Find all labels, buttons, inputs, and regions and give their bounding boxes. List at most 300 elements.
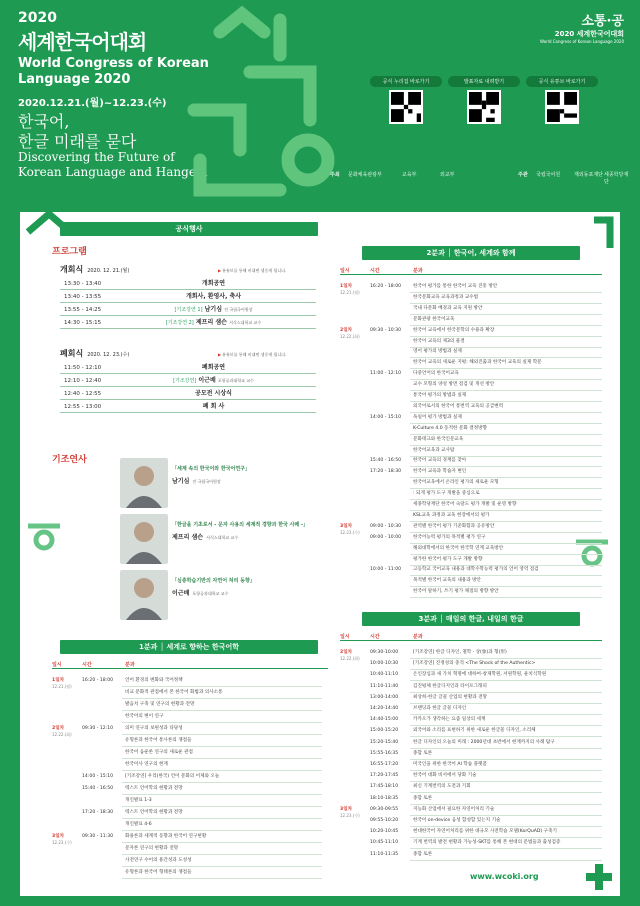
slogan-korean-line2: 한글 미래를 묻다 [18,132,137,151]
session-title: 한국문화교육 교육과정과 교수법 [410,293,602,304]
session-title: 통국어 평가의 방법과 실제 [410,391,602,402]
session-row [340,838,602,849]
session-row [340,337,602,348]
session-row [52,736,322,748]
session-row [340,446,602,457]
closing-title-text: 폐회식 [60,349,84,358]
session-date: 12.21.(월) [52,684,72,689]
session-time: 09:30-09:55 [370,806,399,812]
session-title: 한국어 대화 비서에서 당화 기술 [410,771,602,782]
col-time: 시간 [370,634,380,640]
schedule-title: 폐 회 사 [202,403,225,410]
session-row [340,456,602,467]
schedule-time: 13:40 - 13:55 [64,294,102,300]
session-time: 14:00 - 15:10 [82,774,114,779]
session-title: KSL교육 과정과 교육 현장에서의 평가 [410,511,602,522]
slogan-korean-line1: 한국어, [18,112,70,131]
session-row [52,832,322,844]
session-row [340,304,602,315]
schedule-description [115,291,312,303]
session-title: 한국어 교육의 제3의 물결 [410,337,602,348]
speaker-affiliation: 서식스대학교 교수 [229,320,262,325]
col-date: 일시 [340,634,350,640]
speaker-affiliation: 포항공과대학교 교수 [217,378,254,383]
qr-homepage-label: 공식 누리집 바로가기 [370,76,442,87]
col-time: 시간 [370,268,380,274]
hangul-logo-graphic [180,0,350,198]
opening-stream-note: ▶ 유튜브를 통해 비대면 생중계 됩니다. [218,268,286,274]
schedule-title: 개회공연 [201,280,226,287]
session-title: 화용론과 세계적 동향과 한국어 연구현황 [122,832,322,843]
session-title: [기조강연] 진정성의 충격 <The Shock of the Authentic> [410,659,602,670]
schedule-row [60,291,316,303]
qr-code-icon [467,90,501,124]
closing-title [60,348,129,359]
official-events-band: 공식행사 [60,222,318,236]
speaker-name-text: 이근배 [172,590,190,597]
session-time: 10:00-10:30 [370,661,399,667]
plus-decoration [584,862,614,892]
session-time: 11:00 - 12:10 [370,371,402,377]
session-row [340,555,602,566]
session-time: 09:30 - 12:10 [82,726,114,731]
schedule-title: 개회사, 환영사, 축사 [185,293,242,300]
speaker-affiliation: 전 국립국어원장 [224,307,253,312]
session-title: 텍스트 언어학의 현황과 전망 [122,784,322,795]
session-row [340,704,602,715]
host-ministry-education: 교육부 [402,172,417,178]
session-row [340,315,602,326]
schedule-time: 12:10 - 12:40 [64,378,102,384]
session-row [340,726,602,737]
event-year: 2020 [18,10,57,26]
opening-title-text: 개회식 [60,265,84,274]
session-row [340,424,602,435]
session-time: 10:00 - 11:00 [370,567,402,573]
col-session: 분과 [125,662,135,668]
speaker-info [172,522,308,562]
session-row [340,816,602,827]
speaker-affiliation: 전 국립국어원장 [192,479,221,484]
qr-download[interactable] [448,76,520,124]
host-ministry-foreign: 외교부 [440,172,455,178]
keynote-speaker-card [120,570,310,622]
speaker-talk-title: 「세계 속의 한국어와 한국어연구」 [172,466,251,472]
session-row [340,659,602,670]
session-row [52,712,322,724]
logo-mark: 소통·공 [581,14,624,29]
session-date: 12.22.(화) [52,732,72,737]
host-ministry-culture: 문화체육관광부 [348,172,382,178]
session-date: 12.21.(월) [340,290,360,295]
session-time: 16:55-17:20 [370,762,399,767]
keynote-tag: [기조강연] [173,378,197,384]
session-row [52,856,322,868]
session-row [52,796,322,808]
session-day-label: 3일차 [52,834,65,839]
session-time: 10:40-11:10 [370,672,399,678]
closing-date: 2020. 12. 23.(수) [87,352,130,358]
session3-table-header [340,632,602,641]
session-title: 기계 번역의 발전 현황과 가능성-SKT를 통해 본 현대의 문법들과 출성검증 [410,838,602,849]
speaker-name-text: 남기심 [172,478,190,485]
session-row [340,347,602,358]
speaker-name-text: 제프리 샘슨 [172,534,204,541]
speaker-talk-title: 「한글을 기초로서 - 문자 사용의 세계적 경향과 한국 사례 -」 [172,522,309,528]
sponsor-bar [330,168,630,185]
schedule-description [115,317,312,329]
schedule-title: 공모전 시상식 [195,390,232,397]
keynote-tag: [기조강연 2] [165,320,194,326]
session-title: 영어 평가의 방법과 실제 [410,347,602,358]
session-date: 12.22.(화) [340,656,360,661]
session2-table-header [340,266,602,275]
qr-download-label: 발표자료 내려받기 [448,76,520,87]
session-row [340,358,602,369]
qr-code-group [370,76,626,136]
session-day-label: 2일차 [52,726,65,731]
schedule-row [60,375,316,387]
session-title: 한국어 교육에서 한국문학의 수용과 확장 [410,326,602,337]
organizer-sejong: 세종학당재단 [604,172,629,185]
session-row [52,808,322,820]
session-title: 최상희-한글 글꼴 산업의 현황과 전망 [410,693,602,704]
session-title: 외국어로서의 한국어 통번역 교육의 공급변력 [410,402,602,413]
session-row [52,688,322,700]
speaker-affiliation: 서식스대학교 교수 [206,535,239,540]
col-date: 일시 [52,662,62,668]
session-row [340,380,602,391]
session-date: 12.23.(수) [340,529,360,535]
program-page [20,212,620,896]
session-title: 의미 연구의 보편성과 타당성 [122,724,322,735]
session-title: 미국인을 위한 한국어 AI 학습 플랫폼 [410,760,602,771]
session-row [52,748,322,760]
session-row [340,771,602,782]
schedule-description [115,375,312,387]
session-row [340,587,602,598]
session-title: 외국어와 소리를 표현하기 위한 새로운 한글꼴 디자인, 소리체 [410,726,602,737]
session-time: 14:40-15:00 [370,717,399,723]
session-title: 다중언어의 한국어교육 [410,369,602,380]
session-title: 언어 환경의 변화와 국어정책 [122,676,322,687]
session-title: 한국어 음운론 연구의 새로운 관점 [122,748,322,759]
organizer-foundation: 재외동포재단 [574,172,603,178]
session-title: 문화테크와 한국인문교육 [410,435,602,446]
session-row [340,293,602,304]
schedule-description [115,388,312,400]
session-row [340,467,602,478]
event-dates: 2020.12.21.(월)~12.23.(수) [18,98,167,109]
schedule-time: 14:30 - 15:15 [64,320,102,326]
session-title: 평가한 한국어 평가 도구 개발 방향 [410,555,602,566]
session-title: 세종학당재단 한국어 숙달도 평가 개발 및 운영 방향 [410,500,602,511]
session-title: 유형론과 한국어 형태론의 쟁점들 [122,868,322,879]
session-row [340,326,602,337]
session-title: 국내 다문화 배경과 교육 지원 방안 [410,304,602,315]
session-row [340,369,602,380]
speaker-info [172,466,308,506]
session-date: 12.22.(화) [340,333,360,339]
session-row [340,648,602,659]
circle-decoration [24,512,64,552]
keynote-tag: [기조강연 1] [174,307,203,313]
session-title: 온인장심과 새 가치 혁명에 대하여-창제학원, 서원학원, 운치식학원 [410,670,602,681]
session-row [340,500,602,511]
session-row [340,715,602,726]
session-row [52,844,322,856]
session-row [340,670,602,681]
session-title: 유형론과 한국어 통사론의 쟁점들 [122,736,322,747]
session-title: 고등학교 국어교육 내용과 대학수학능력 평가의 언어 영역 점검 [410,565,602,576]
col-session: 분과 [413,268,423,274]
session-time: 09:00 - 10:00 [370,534,402,540]
host-label: 주최 [330,172,340,178]
session-time: 14:00 - 15:10 [370,414,402,420]
speaker-talk-title: 「심층학습기반의 자연어 처리 동향」 [172,578,255,584]
session-row [52,676,322,688]
session-title: 지능화 산업에서 필요한 자연어처리 기술 [410,805,602,816]
session-title: 개인발표 4-6 [122,820,322,831]
session-row [340,805,602,816]
speaker-name [172,588,308,597]
session-title: 카카오가 생각하는 요즘 일상의 세계 [410,715,602,726]
session-title: [기조강연] 우리(한국) 언어 문화의 어제와 오늘 [122,772,322,783]
session-title: 독일어 평가 방법과 실제 [410,413,602,424]
speaker-name [172,532,308,541]
schedule-row [60,388,316,400]
session-row [340,749,602,760]
speaker-photo [120,458,168,508]
website-link[interactable]: www.wcoki.org [470,872,539,881]
schedule-title: 이근배 [198,377,216,384]
session2-band: 2분과 │ 한국어, 세계와 함께 [362,246,580,260]
qr-youtube-label: 공식 유튜브 바로가기 [526,76,598,87]
agency-watermark: NEWSIS [530,880,566,889]
session-time: 15:40 - 16:50 [370,458,402,464]
session-title: 개인발표 1-3 [122,796,322,807]
session-title: 현대한국어 자연어처리를 위한 대규모 사전학습 모델(KorQuAD) 구축기 [410,827,602,838]
session-title: 한국어 on-device 음성 합성합 있는지 기술 [410,816,602,827]
event-title-english: World Congress of Korean Language 2020 [18,56,209,87]
schedule-time: 11:50 - 12:10 [64,365,102,371]
speaker-name [172,476,308,485]
session-day-label: 2일차 [340,327,353,333]
schedule-row [60,362,316,374]
session-title: 비교 문화적 관점에서 본 한국어 화법과 의사소통 [122,688,322,699]
session-time: 10:45-11:10 [370,840,399,846]
schedule-description [115,304,312,316]
session-row [340,413,602,424]
session-time: 09:55-10:20 [370,818,399,823]
session-title: 한국어의 변이 연구 [122,712,322,723]
schedule-row [60,304,316,316]
session-time: 15:20-15:40 [370,739,399,745]
session-row [340,827,602,838]
session-title: 브랜딩과 한글 글꼴 디자인 [410,704,602,715]
schedule-title: 남기심 [204,306,223,313]
session-title: K-Culture 4.0 동적한 문화 결정방향 [410,424,602,435]
session-title: 김진평체 한글디지인과 타이포그래피 [410,682,602,693]
session-date: 12.23.(수) [340,812,360,818]
qr-code-icon [545,90,579,124]
session-title: 한국어 교육의 새로운 지평: 해외진출과 한국어 교육의 실제 학문 [410,358,602,369]
session-time: 15:55-16:35 [370,750,399,756]
qr-code-icon [389,90,423,124]
session-title: [기조강연] 한글 디자인, 철학 · 상(象)과 형(形) [410,648,602,659]
corner-bracket-decoration [590,216,616,252]
session-day-label: 2일차 [340,650,353,655]
session-row [340,402,602,413]
speaker-photo [120,570,168,620]
session-time: 09:30 - 10:30 [370,327,402,333]
schedule-title: 폐회공연 [201,364,226,371]
session-title: 한국어교육에서 온라인 평가의 새로운 모형 [410,478,602,489]
slogan-english-line2: Korean Language and Hangeul [18,165,208,179]
event-logo [540,10,624,44]
session-title: 문자론 연구의 현황과 전망 [122,844,322,855]
session-time: 13:00-14:00 [370,694,399,700]
schedule-row [60,278,316,290]
session-title: 교수 모형의 양성 방면 점검 및 개선 방안 [410,380,602,391]
session-row [52,724,322,736]
schedule-row [60,401,316,413]
closing-stream-note: ▶ 유튜브를 통해 비대면 생중계 됩니다. [218,352,286,358]
col-date: 일시 [340,268,350,274]
slogan-english-line1: Discovering the Future of [18,150,175,164]
session-title: 한국어 교육의 경계를 찾아 [410,456,602,467]
keynote-speakers-heading: 기조연사 [52,455,87,465]
organizer-institute: 국립국어원 [536,172,561,178]
session-time: 16:20 - 18:00 [82,678,114,683]
event-title-korean: 세계한국어대회 [18,30,147,54]
session-title: 한국어교육과 교사탐 [410,446,602,457]
session-time: 17:20 - 18:30 [82,810,114,815]
session-title: 최신 기계번역의 도전과 기회 [410,782,602,793]
session-row [340,576,602,587]
session-row [340,511,602,522]
session-row [340,435,602,446]
schedule-time: 13:55 - 14:25 [64,307,102,313]
speaker-affiliation: 포항공과대학교 교수 [192,591,229,596]
schedule-time: 13:30 - 13:40 [64,281,102,287]
schedule-row [60,317,316,329]
schedule-time: 12:40 - 12:55 [64,391,102,397]
speaker-photo [120,514,168,564]
session-row [340,782,602,793]
session-time: 09:30-10:00 [370,650,399,655]
session-title: 한국어 말하기, 쓰기 평가 채점의 방향 방안 [410,587,602,598]
session-row [340,522,602,533]
schedule-description [115,278,312,290]
organizer-label: 주관 [518,172,528,178]
qr-homepage[interactable] [370,76,442,124]
session-row [340,391,602,402]
opening-date: 2020. 12. 21.(월) [87,268,130,274]
session-day-label: 3일차 [340,806,353,812]
keynote-speaker-card [120,514,310,566]
session-row [340,544,602,555]
session-time: 10:20-10:45 [370,829,399,835]
session-day-label: 3일차 [340,523,353,529]
session-row [52,772,322,784]
session-title: 한글 디자인의 오늘의 미래 : 2000년대 초반에서 현재까지의 사례 탐구 [410,738,602,749]
session-row [52,760,322,772]
session-row [340,760,602,771]
session-time: 15:00-15:20 [370,728,399,734]
program-heading: 프로그램 [52,247,87,257]
session3-band: 3분과 │ 매일의 한글, 내일의 한글 [362,612,580,626]
session-row [52,784,322,796]
col-session: 분과 [413,634,423,640]
session-row [52,820,322,832]
session1-table-header [52,660,328,669]
session-title: 발음치 구축 및 연구의 현황과 전망 [122,700,322,711]
session-row [340,794,602,805]
schedule-description [115,401,312,413]
session-day-label: 1일차 [52,678,65,683]
session-title: 사전연구 수어의 용간성과 도성성 [122,856,322,867]
session-title: 한국어사 연구의 현재 [122,760,322,771]
col-time: 시간 [82,662,92,668]
session-title: 한국어 평가를 통한 한국어 교육 진흥 방안 [410,282,602,293]
qr-youtube[interactable] [526,76,598,124]
session-time: 16:20 - 18:00 [370,284,402,289]
session-row [52,868,322,880]
session-title: 종합 토론 [410,794,602,805]
session-row [340,533,602,544]
poster-header [0,0,640,198]
opening-title [60,264,129,275]
session-title: 해외대학에서의 한국어 한국학 연계 교육방안 [410,544,602,555]
session1-band: 1분과 │ 세계로 향하는 한국어학 [60,640,318,654]
session-date: 12.23.(수) [52,840,72,845]
session-time: 09:30 - 11:30 [82,834,114,839]
session-row [340,738,602,749]
session-time: 11:10-11:35 [370,851,399,857]
logo-title: 2020 세계한국어대회 [554,30,624,38]
session-title: 한국어 교육과 학습자 변인 [410,467,602,478]
logo-subtitle: World Congress of Korean Language 2020 [540,39,624,44]
session-row [340,282,602,293]
session-row [340,693,602,704]
session-time: 17:20-17:45 [370,773,399,779]
session-time: 17:20 - 18:30 [370,469,402,475]
session-time: 14:20-14:40 [370,706,399,711]
session-title: 종합 토론 [410,749,602,760]
session-time: 09:00 - 10:30 [370,523,402,529]
schedule-description [115,362,312,374]
keynote-speaker-card [120,458,310,510]
session-title: 관역별 한국어 평가 기준화함과 공유방안 [410,522,602,533]
session-title: 목적별 한국어 교육의 내용과 방안 [410,576,602,587]
schedule-time: 12:55 - 13:00 [64,404,102,410]
session-time: 18:10-18:35 [370,795,399,801]
session-row [340,850,602,861]
session-time: 11:10-11:40 [370,683,399,689]
session-title: 텍스트 언어학의 현황과 전망 [122,808,322,819]
session-row [340,489,602,500]
session-time: 15:40 - 16:50 [82,786,114,791]
session-row [52,700,322,712]
session-title: 문화관광 한국어교육 [410,315,602,326]
session-row [340,682,602,693]
speaker-info [172,578,308,618]
session-title: 한국어능력 평가의 목적별 평가 연구 [410,533,602,544]
session-day-label: 1일차 [340,284,353,289]
session-time: 17:45-18:10 [370,784,399,790]
session-row [340,565,602,576]
